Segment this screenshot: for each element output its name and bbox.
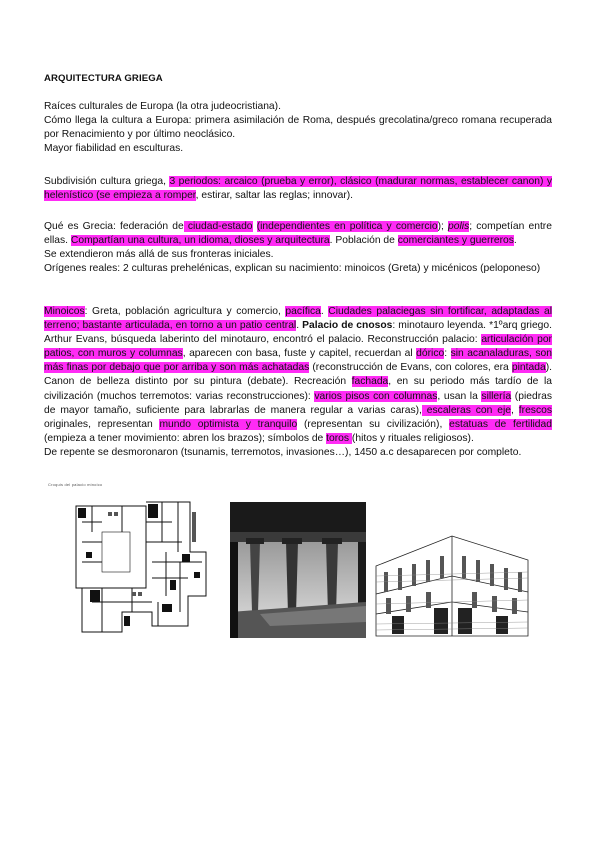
- subdivision-lead: Subdivisión cultura griega,: [44, 176, 170, 187]
- grecia-paragraph: [44, 220, 552, 276]
- minoicos-text: (piedras de mayor tamaño, suficiente para labrarlas de manera regular a varias caras),: [44, 390, 552, 416]
- minoicos-highlight: sin acanaladuras, son más finas por debajo que por arriba y son más achatadas: [44, 348, 552, 374]
- facade-svg: [372, 516, 532, 640]
- minoicos-highlight: Minoicos: [44, 306, 85, 317]
- grecia-line-3: Orígenes reales: 2 culturas prehelénicas, explican su nacimiento: minoicos (Greta) y micénicos (peloponeso): [44, 263, 541, 275]
- minoicos-paragraph: [44, 305, 552, 460]
- grecia-text: ; competían entre ellas.: [44, 221, 552, 247]
- minoicos-text: ). Canon de belleza distinto por su pintura (debate). Recreación: [44, 362, 552, 388]
- minoicos-highlight: pacífica: [285, 306, 321, 317]
- minoicos-text: ,: [511, 404, 519, 416]
- grecia-definition: [44, 220, 552, 248]
- minoicos-bold: Palacio de cnosos: [302, 320, 393, 332]
- minoicos-highlight: toros: [326, 432, 352, 444]
- minoicos-text: (reconstrucción de Evans, con colores, era: [309, 362, 512, 374]
- minoicos-highlight: sillería: [481, 390, 512, 402]
- grecia-text: . Población de: [329, 235, 398, 247]
- minoicos-text: , en su periodo más tardío de la civilización (muchos terremotos: varias reconstrucciones):: [44, 376, 552, 402]
- intro-line-3: Mayor fiabilidad en esculturas.: [44, 143, 184, 155]
- minoicos-last-line: De repente se desmoronaron (tsunamis, terremotos, invasiones…), 1450 a.c desaparecen por completo.: [44, 446, 522, 458]
- minoicos-text: , usan la: [437, 390, 482, 402]
- grecia-text: );: [437, 221, 449, 232]
- minoicos-text: .: [320, 306, 329, 317]
- subdivision-tail: , estirar, saltar las reglas; innovar).: [195, 190, 354, 202]
- grecia-highlight: (independientes en política y comercio: [256, 221, 438, 232]
- grecia-line-2: Se extendieron más allá de sus fronteras iniciales.: [44, 249, 274, 261]
- grecia-highlight: comerciantes y guerreros: [397, 235, 514, 247]
- minoicos-text: , aparecen con basa, fuste y capitel, recuerdan al: [182, 348, 417, 360]
- intro-paragraph: [44, 100, 552, 156]
- minoicos-text: : minotauro leyenda. *1ºarq griego. Arthur Evans, búsqueda laberinto del minotauro, encontró el palacio. Reconstrucción palacio:: [44, 320, 552, 346]
- facade-reconstruction-drawing: [372, 516, 532, 640]
- grecia-highlight: polis: [448, 221, 470, 232]
- minoicos-text: (empieza a tener movimiento: abren los brazos); símbolos de: [44, 432, 327, 444]
- minoicos-text: :: [444, 348, 451, 360]
- intro-line-2: Cómo llega la cultura a Europa: primera asimilación de Roma, después grecolatina/greco romana recuperada por Renacimiento y por último neoclásico.: [44, 115, 552, 141]
- minoicos-highlight: frescos: [518, 404, 552, 416]
- floor-plan-svg: [62, 492, 212, 640]
- columns-photo: [230, 502, 366, 638]
- minoicos-text: (hitos y rituales religiosos).: [351, 432, 474, 444]
- minoicos-highlight: mundo optimista y tranquilo: [159, 418, 298, 430]
- minoicos-highlight: Ciudades palaciegas sin fortificar, adaptadas al terreno; bastante articulada, en torno a un patio central: [44, 306, 552, 332]
- grecia-highlight: Compartían una cultura, un idioma, dioses y arquitectura: [70, 235, 330, 247]
- subdivision-paragraph: [44, 175, 552, 203]
- document-title: ARQUITECTURA GRIEGA: [44, 73, 163, 84]
- minoicos-text: (representan su civilización),: [297, 418, 450, 430]
- minoicos-highlight: fachada: [351, 376, 389, 388]
- minoicos-text: : Greta, población agricultura y comercio,: [84, 306, 286, 317]
- columns-photo-svg: [230, 502, 366, 638]
- grecia-highlight: ciudad-estado: [183, 221, 253, 232]
- minoicos-text: originales, representan: [44, 418, 160, 430]
- minoicos-highlight: varios pisos con columnas: [314, 390, 438, 402]
- intro-line-1: Raíces culturales de Europa (la otra judeocristiana).: [44, 101, 281, 112]
- minoicos-highlight: escaleras con eje: [421, 404, 512, 416]
- minoicos-highlight: estatuas de fertilidad: [449, 418, 552, 430]
- grecia-text: .: [513, 235, 517, 247]
- minoicos-highlight: articulación por patios, con muros y columnas: [44, 334, 552, 360]
- minoicos-highlight: pintada: [511, 362, 546, 374]
- grecia-text: Qué es Grecia: federación de: [44, 221, 184, 232]
- floor-plan-drawing: [62, 492, 212, 640]
- figure-caption: Croquis del palacio minoico: [48, 482, 103, 487]
- minoicos-highlight: dórico: [416, 348, 445, 360]
- minoicos-text: .: [296, 320, 303, 332]
- subdivision-highlight: 3 periodos: arcaico (prueba y error), clásico (madurar normas, establecer canon) y helenístico (se empieza a romper: [44, 176, 553, 202]
